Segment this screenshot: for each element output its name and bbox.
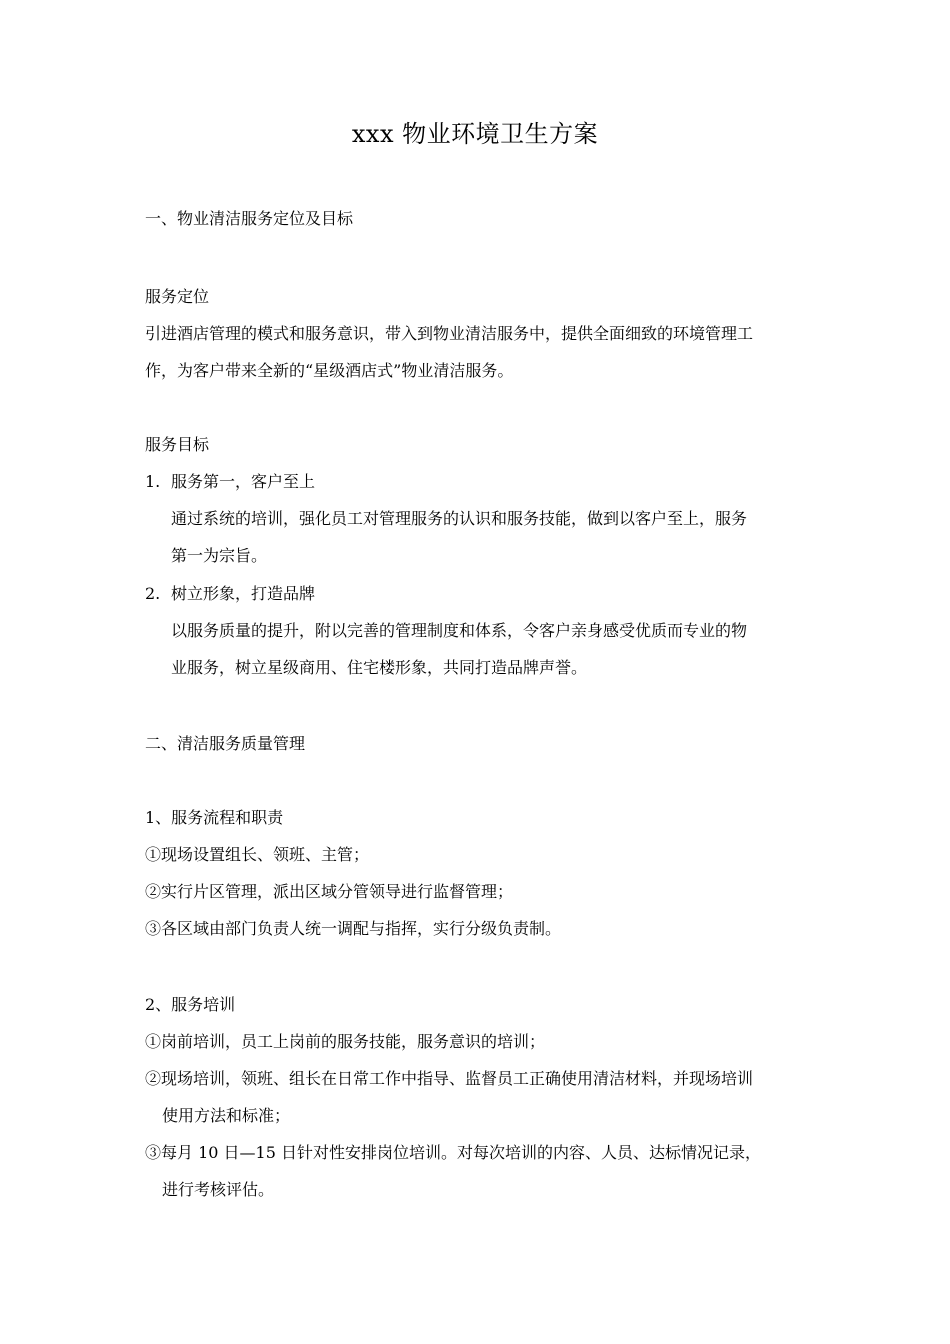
section2-heading: 二、清洁服务质量管理 (145, 734, 306, 753)
training-item-1: ①岗前培训，员工上岗前的服务技能，服务意识的培训； (145, 1032, 546, 1051)
process-item-1: ①现场设置组长、领班、主管； (145, 845, 370, 864)
goal-item-2-number: 2. (145, 584, 161, 603)
goal-item-2-title: 树立形象，打造品牌 (171, 584, 316, 603)
section1-heading: 一、物业清洁服务定位及目标 (145, 209, 354, 228)
goal-item-1-text-line1: 通过系统的培训，强化员工对管理服务的认识和服务技能，做到以客户至上，服务 (171, 509, 748, 528)
goal-item-1-title-row (145, 470, 315, 494)
goal-item-2-text-line1: 以服务质量的提升，附以完善的管理制度和体系，令客户亲身感受优质而专业的物 (171, 621, 748, 640)
training-item-2-line1: ②现场培训，领班、组长在日常工作中指导、监督员工正确使用清洁材料，并现场培训 (145, 1069, 754, 1088)
training-heading: 2、服务培训 (145, 995, 236, 1014)
training-item-2-line2: 使用方法和标准； (162, 1106, 291, 1125)
training-item-3-line2: 进行考核评估。 (162, 1180, 275, 1199)
goal-item-1-title: 服务第一，客户至上 (171, 472, 316, 491)
positioning-text-line2: 作，为客户带来全新的“星级酒店式”物业清洁服务。 (145, 361, 514, 380)
training-item-3-line1: ③每月 10 日—15 日针对性安排岗位培训。对每次培训的内容、人员、达标情况记录， (145, 1143, 761, 1162)
positioning-heading: 服务定位 (145, 287, 210, 306)
goal-item-2-title-row (145, 582, 315, 606)
process-heading: 1、服务流程和职责 (145, 808, 284, 827)
goals-heading: 服务目标 (145, 435, 210, 454)
document-title: xxx 物业环境卫生方案 (351, 120, 599, 148)
goal-item-1-number: 1. (145, 472, 161, 491)
goal-item-1-text-line2: 第一为宗旨。 (171, 546, 268, 565)
process-item-2: ②实行片区管理，派出区域分管领导进行监督管理； (145, 882, 514, 901)
positioning-text-line1: 引进酒店管理的模式和服务意识，带入到物业清洁服务中，提供全面细致的环境管理工 (145, 324, 754, 343)
process-item-3: ③各区域由部门负责人统一调配与指挥，实行分级负责制。 (145, 919, 562, 938)
goal-item-2-text-line2: 业服务，树立星级商用、住宅楼形象，共同打造品牌声誉。 (171, 658, 588, 677)
